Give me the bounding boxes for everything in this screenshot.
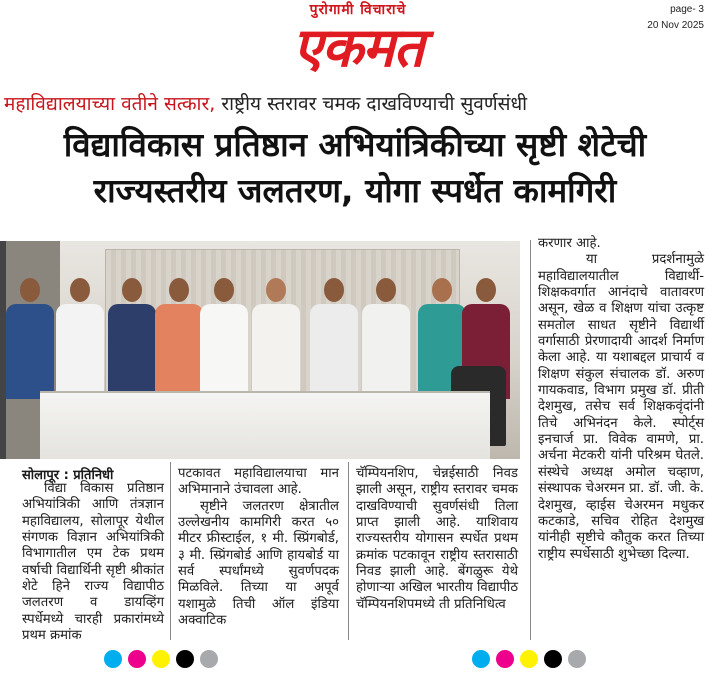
registration-dot bbox=[128, 650, 146, 668]
kicker-red: महाविद्यालयाच्या वतीने सत्कार, bbox=[4, 93, 216, 115]
article-column-2 bbox=[178, 466, 339, 629]
registration-dot bbox=[472, 650, 490, 668]
registration-marks-left bbox=[104, 650, 218, 668]
masthead-logo: एकमत bbox=[292, 16, 424, 79]
registration-dot bbox=[568, 650, 586, 668]
article-col1-text: विद्या विकास प्रतिष्ठान अभियांत्रिकी आणि तंत्रज्ञान महाविद्यालय, सोलापूर येथील संगणक विज्ञान अभियांत्रिकी विभागातील एम टेक प्रथम वर्षाची विद्यार्थिनी सृष्टी श्रीकांत शेटे हिने राज्य विद्यापीठ जलतरण व डायव्हिंग स्पर्धेमध्ये चारही प्रकारांमध्ये प्रथम क्रमांक bbox=[22, 481, 164, 644]
registration-dot bbox=[544, 650, 562, 668]
news-photo bbox=[0, 241, 520, 459]
headline-line-1: विद्याविकास प्रतिष्ठान अभियांत्रिकीच्या सृष्टी शेटेची bbox=[63, 125, 647, 164]
article-col3-text: चॅम्पियनशिप, चेन्नईसाठी निवड झाली असून, राष्ट्रीय स्तरावर चमक दाखविण्याची सुवर्णसंधी तिला प्राप्त झाली आहे. याशिवाय राज्यस्तरीय योगासन स्पर्धेत प्रथम क्रमांक पटकावून राष्ट्रीय स्तरासाठी निवड झाली आहे. बेंगळुरू येथे होणाऱ्या अखिल भारतीय विद्यापीठ चॅम्पियनशिपमध्ये ती प्रतिनिधित्व bbox=[356, 466, 519, 612]
registration-dot bbox=[152, 650, 170, 668]
article-col4-para2: या प्रदर्शनामुळे महाविद्यालयातील विद्यार्थी-शिक्षकवर्गात आनंदाचे वातावरण असून, खेळ व शिक्षण यांचा उत्कृष्ट समतोल साधत सृष्टीने विद्यार्थी वर्गासाठी प्रेरणादायी आदर्श निर्माण केला आहे. या यशाबद्दल प्राचार्य व शिक्षण संकुल संचालक डॉ. अरुण गायकवाड, विभाग प्रमुख डॉ. प्रीती देशमुख, तसेच सर्व शिक्षकवृंदांनी तिचे अभिनंदन केले. स्पोर्ट्स इनचार्ज प्रा. विवेक वामणे, प्रा. अर्चना मेटकरी यांनी परिश्रम घेतले. संस्थेचे अध्यक्ष अमोल चव्हाण, संस्थापक चेअरमन प्रा. डॉ. जी. के. देशमुख, व्हाईस चेअरमन मधुकर कटकाडे, सचिव रोहित देशमुख यांनीही सृष्टीचे कौतुक करत तिच्या राष्ट्रीय स्पर्धेसाठी शुभेच्छा दिल्या. bbox=[538, 252, 704, 562]
article-column-4 bbox=[538, 236, 704, 563]
registration-dot bbox=[520, 650, 538, 668]
article-col2-para1: पटकावत महाविद्यालयाचा मान अभिमानाने उंचावला आहे. bbox=[178, 466, 339, 498]
registration-dot bbox=[200, 650, 218, 668]
article-column-1 bbox=[22, 481, 164, 644]
registration-dot bbox=[104, 650, 122, 668]
masthead bbox=[258, 0, 458, 84]
headline bbox=[0, 122, 710, 214]
article-col4-para1: करणार आहे. bbox=[538, 236, 601, 251]
byline: सोलापूर : प्रतिनिधी bbox=[22, 468, 114, 483]
kicker-dark: राष्ट्रीय स्तरावर चमक दाखविण्याची सुवर्णसंधी bbox=[215, 93, 528, 115]
article-column-3 bbox=[356, 466, 518, 613]
registration-dot bbox=[176, 650, 194, 668]
page-date: 20 Nov 2025 bbox=[647, 20, 704, 31]
registration-dot bbox=[496, 650, 514, 668]
kicker bbox=[0, 89, 710, 119]
registration-marks-right bbox=[472, 650, 586, 668]
article-col2-para2: सृष्टीने जलतरण क्षेत्रातील उल्लेखनीय कामगिरी करत ५० मीटर फ्रीस्टाईल, १ मी. स्प्रिंगबोर्ड, ३ मी. स्प्रिंगबोर्ड आणि हायबोर्ड या सर्व स्पर्धांमध्ये सुवर्णपदक मिळविले. तिच्या या अपूर्व यशामुळे तिची ऑल इंडिया अक्वाटिक bbox=[178, 498, 339, 629]
masthead-tagline: पुरोगामी विचाराचे bbox=[309, 2, 407, 18]
page-number: page- 3 bbox=[670, 4, 704, 15]
headline-line-2: राज्यस्तरीय जलतरण, योगा स्पर्धेत कामगिरी bbox=[93, 171, 617, 210]
